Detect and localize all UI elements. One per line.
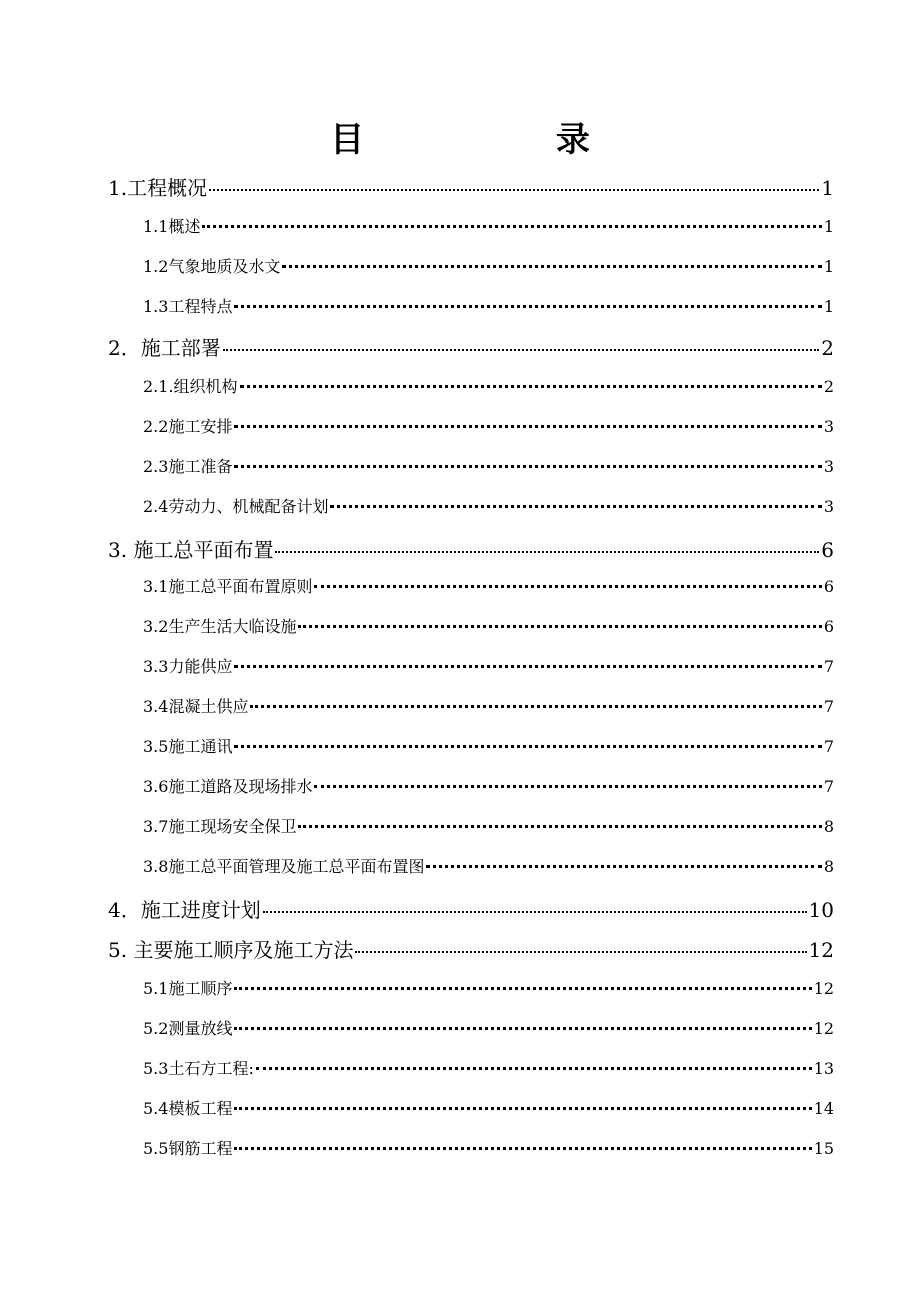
dot-leader <box>234 987 811 990</box>
toc-entry-page: 13 <box>813 1059 834 1078</box>
toc-entry[interactable] <box>143 294 834 317</box>
toc-entry-label: 5.1施工顺序 <box>143 979 233 998</box>
toc-entry-page: 14 <box>813 1099 834 1118</box>
toc-entry[interactable] <box>143 976 834 999</box>
toc-entry[interactable] <box>108 172 834 201</box>
toc-entry-label: 5.2测量放线 <box>143 1019 233 1038</box>
toc-entry-label: 3.8施工总平面管理及施工总平面布置图 <box>143 857 425 876</box>
toc-entry-label: 3.5施工通讯 <box>143 737 233 756</box>
toc-entry[interactable] <box>143 574 834 597</box>
toc-entry-page: 2 <box>823 377 834 396</box>
dot-leader <box>314 585 821 588</box>
dot-leader <box>314 785 821 788</box>
toc-entry-page: 10 <box>808 898 834 922</box>
toc-entry-page: 8 <box>823 817 834 836</box>
toc-entry-label: 4．施工进度计划 <box>108 898 261 922</box>
dot-leader <box>223 349 820 351</box>
toc-entry-label: 1.工程概况 <box>108 176 208 200</box>
dot-leader <box>234 425 821 428</box>
toc-entry[interactable] <box>143 814 834 837</box>
toc-entry[interactable] <box>143 694 834 717</box>
toc-entry[interactable] <box>143 774 834 797</box>
toc-entry-page: 7 <box>823 777 834 796</box>
toc-entry[interactable] <box>143 414 834 437</box>
toc-entry-label: 3. 施工总平面布置 <box>108 538 274 562</box>
toc-entry[interactable] <box>143 1056 834 1079</box>
toc-entry[interactable] <box>143 1096 834 1119</box>
toc-entry-page: 1 <box>823 217 834 236</box>
toc-entry[interactable] <box>143 1016 834 1039</box>
dot-leader <box>298 825 821 828</box>
toc-entry-label: 5.3土石方工程: <box>143 1059 254 1078</box>
toc-entry[interactable] <box>143 614 834 637</box>
toc-entry[interactable] <box>143 494 834 517</box>
toc-entry-page: 6 <box>823 617 834 636</box>
dot-leader <box>202 225 821 228</box>
toc-entry[interactable] <box>108 894 834 923</box>
toc-entry-page: 12 <box>813 1019 834 1038</box>
dot-leader <box>234 665 821 668</box>
dot-leader <box>330 505 821 508</box>
toc-entry[interactable] <box>143 214 834 237</box>
toc-entry-label: 3.7施工现场安全保卫 <box>143 817 297 836</box>
dot-leader <box>282 265 821 268</box>
toc-entry-label: 2.1.组织机构 <box>143 377 238 396</box>
dot-leader <box>240 385 822 388</box>
toc-entry-page: 6 <box>821 538 834 562</box>
dot-leader <box>234 305 821 308</box>
toc-entry[interactable] <box>143 654 834 677</box>
toc-entry-page: 15 <box>813 1139 834 1158</box>
toc-entry-page: 8 <box>823 857 834 876</box>
dot-leader <box>263 911 807 913</box>
toc-entry[interactable] <box>143 1136 834 1159</box>
toc-entry-page: 7 <box>823 737 834 756</box>
dot-leader <box>298 625 821 628</box>
dot-leader <box>426 865 821 868</box>
page-title: 目 录 <box>330 120 680 160</box>
toc-entry-page: 3 <box>823 497 834 516</box>
dot-leader <box>234 1027 811 1030</box>
toc-entry-page: 3 <box>823 457 834 476</box>
toc-entry-label: 3.4混凝土供应 <box>143 697 249 716</box>
toc-entry-label: 5.4模板工程 <box>143 1099 233 1118</box>
toc-entry-page: 7 <box>823 697 834 716</box>
toc-entry[interactable] <box>108 934 834 963</box>
dot-leader <box>275 551 819 553</box>
toc-entry-page: 12 <box>813 979 834 998</box>
dot-leader <box>234 745 821 748</box>
toc-entry[interactable] <box>143 454 834 477</box>
dot-leader <box>209 189 819 191</box>
toc-entry-label: 2.2施工安排 <box>143 417 233 436</box>
dot-leader <box>234 1107 811 1110</box>
toc-entry-page: 1 <box>823 297 834 316</box>
toc-entry[interactable] <box>143 854 834 877</box>
toc-entry-label: 2．施工部署 <box>108 336 221 360</box>
toc-entry-label: 2.3施工准备 <box>143 457 233 476</box>
toc-entry-page: 12 <box>808 938 834 962</box>
toc-entry[interactable] <box>108 332 834 361</box>
dot-leader <box>250 705 821 708</box>
toc-entry-label: 3.3力能供应 <box>143 657 233 676</box>
toc-entry-label: 5. 主要施工顺序及施工方法 <box>108 938 354 962</box>
toc-entry-label: 2.4劳动力、机械配备计划 <box>143 497 329 516</box>
toc-entry-label: 3.1施工总平面布置原则 <box>143 577 313 596</box>
dot-leader <box>234 1147 811 1150</box>
toc-entry-page: 1 <box>823 257 834 276</box>
toc-entry[interactable] <box>108 534 834 563</box>
toc-entry[interactable] <box>143 254 834 277</box>
dot-leader <box>355 951 806 953</box>
toc-entry[interactable] <box>143 734 834 757</box>
toc-entry-label: 3.2生产生活大临设施 <box>143 617 297 636</box>
toc-entry-page: 3 <box>823 417 834 436</box>
toc-entry-label: 5.5钢筋工程 <box>143 1139 233 1158</box>
toc-entry-page: 6 <box>823 577 834 596</box>
toc-entry-page: 1 <box>821 176 834 200</box>
toc-entry-label: 1.1概述 <box>143 217 201 236</box>
dot-leader <box>234 465 821 468</box>
dot-leader <box>256 1067 812 1070</box>
toc-entry-page: 7 <box>823 657 834 676</box>
toc-entry-page: 2 <box>821 336 834 360</box>
toc-entry-label: 1.3工程特点 <box>143 297 233 316</box>
toc-entry-label: 3.6施工道路及现场排水 <box>143 777 313 796</box>
toc-entry-label: 1.2气象地质及水文 <box>143 257 281 276</box>
toc-entry[interactable] <box>143 374 834 397</box>
